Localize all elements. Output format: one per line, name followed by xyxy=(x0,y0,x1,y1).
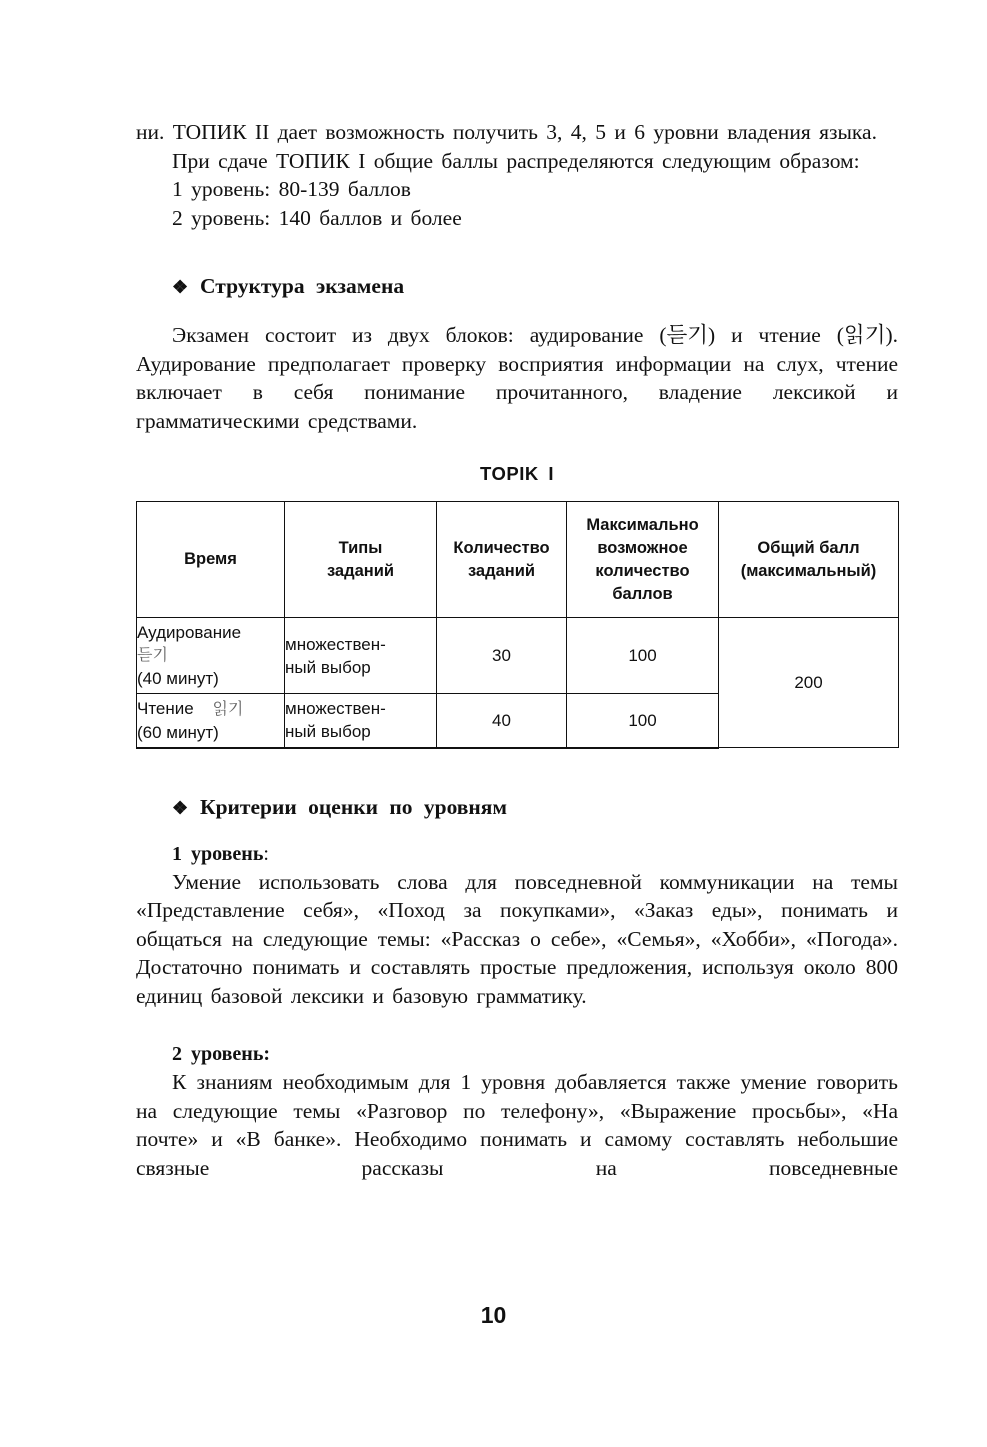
header-total-score: Общий балл (максимальный) xyxy=(719,502,899,618)
intro-continuation-paragraph: ни. ТОПИК II дает возможность получить 3, 4, 5 и 6 уровни владения языка. xyxy=(136,120,877,144)
table-header-row xyxy=(137,502,899,618)
level-1-label-text: 1 уровень xyxy=(172,842,264,865)
time-korean: 읽기 xyxy=(212,700,244,718)
header-time: Время xyxy=(137,502,285,618)
cell-max-points: 100 xyxy=(567,618,719,694)
header-max-points: Максимально возможное количество баллов xyxy=(567,502,719,618)
time-korean: 듣기 xyxy=(137,647,168,664)
cell-task-type xyxy=(285,618,437,694)
cell-task-count: 30 xyxy=(437,618,567,694)
level-1-label-colon: : xyxy=(263,842,269,865)
structure-paragraph: Экзамен состоит из двух блоков: аудирование (듣기) и чтение (읽기). Аудирование предполагает проверку восприятия информации на слух, чтение включает в себя понимание прочитанного, владение лексикой и грамматическими средствами. xyxy=(136,323,898,433)
time-duration: (60 минут) xyxy=(137,722,219,742)
section-heading-criteria xyxy=(136,793,898,822)
time-label: Чтение xyxy=(137,698,194,718)
level-1-description: Умение использовать слова для повседневной коммуникации на темы «Представление себя», «Поход за покупками», «Заказ еды», понимать и общаться на следующие темы: «Рассказ о себе», «Семья», «Хобби», «Погода». Достаточно понимать и составлять простые предложения, используя около 800 единиц базовой лексики и базовую грамматику. xyxy=(136,869,898,1008)
diamond-bullet-icon: ❖ xyxy=(172,797,189,818)
level-2-description: К знаниям необходимым для 1 уровня добавляется также умение говорить на следующие темы «Разговор по телефону», «Выражение просьбы», «На почте» и «В банке». Необходимо понимать и самому составлять небольшие связные рассказы на повседневные xyxy=(136,1070,898,1180)
section-heading-structure xyxy=(136,272,898,301)
cell-task-count: 40 xyxy=(437,694,567,748)
book-page xyxy=(136,118,898,1182)
level-1-label xyxy=(136,840,898,868)
header-task-count: Количество заданий xyxy=(437,502,567,618)
table-row xyxy=(137,618,899,694)
task-type-text: множествен-ный выбор xyxy=(285,634,386,677)
cell-time xyxy=(137,618,285,694)
cell-total-max: 200 xyxy=(719,618,899,748)
time-duration: (40 минут) xyxy=(137,669,219,688)
time-label: Аудирование xyxy=(137,623,242,642)
section-heading-criteria-text: Критерии оценки по уровням xyxy=(200,794,508,819)
scores-intro-paragraph: При сдаче ТОПИК I общие баллы распределяются следующим образом: xyxy=(172,148,860,173)
cell-time xyxy=(137,694,285,748)
score-level-2: 2 уровень: 140 баллов и более xyxy=(172,205,462,230)
task-type-text: множествен-ный выбор xyxy=(285,699,386,742)
diamond-bullet-icon: ❖ xyxy=(172,277,189,297)
cell-max-points: 100 xyxy=(567,694,719,748)
table-title: TOPIK I xyxy=(480,463,554,484)
topik-table xyxy=(136,501,899,749)
page-number: 10 xyxy=(480,1302,507,1328)
cell-task-type xyxy=(285,694,437,748)
header-task-types: Типы заданий xyxy=(285,502,437,618)
section-heading-structure-text: Структура экзамена xyxy=(200,274,405,298)
level-2-label: 2 уровень: xyxy=(172,1043,271,1065)
score-level-1: 1 уровень: 80-139 баллов xyxy=(172,177,411,201)
